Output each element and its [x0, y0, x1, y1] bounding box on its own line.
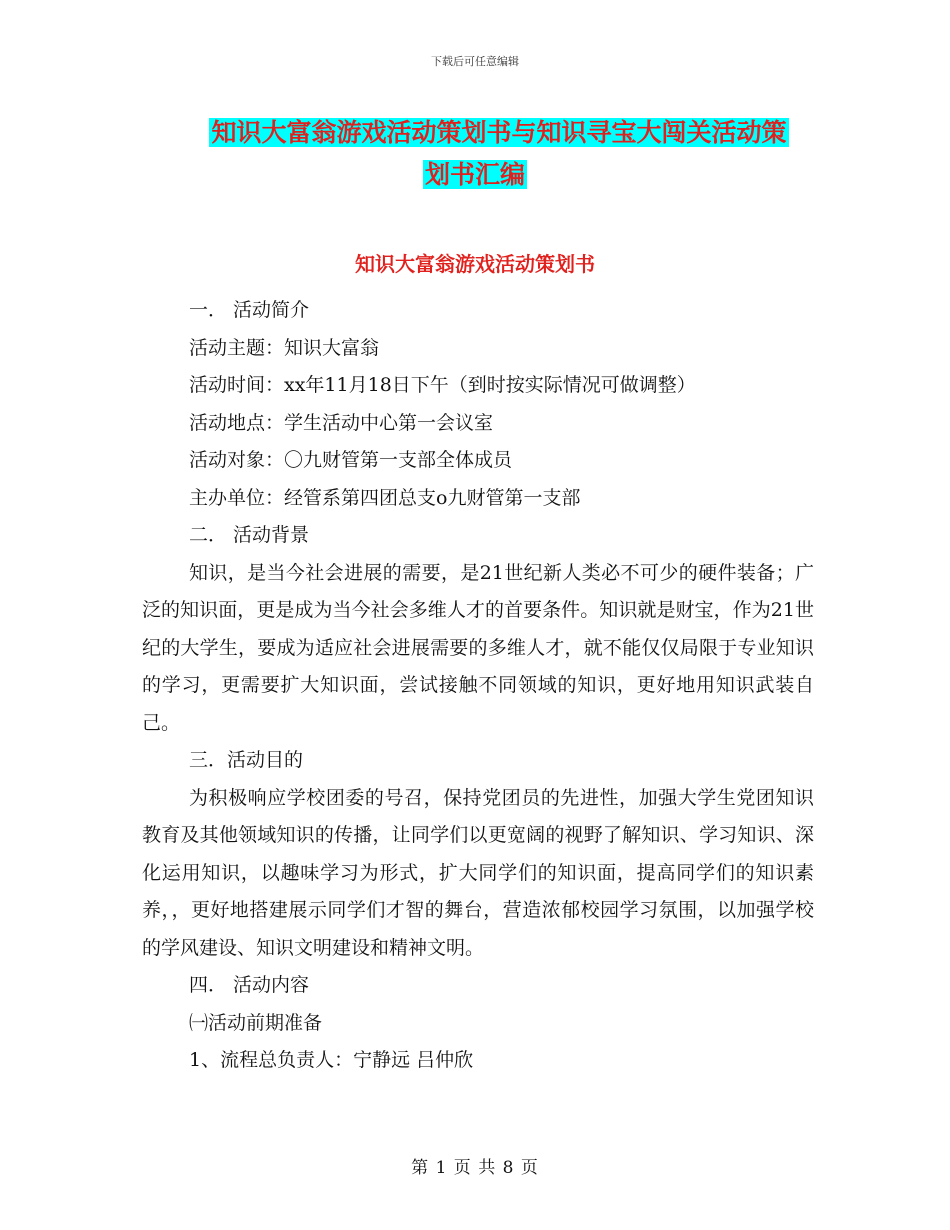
paragraph: 主办单位：经管系第四团总支o九财管第一支部: [189, 486, 581, 509]
paragraph: 1、流程总负责人：宁静远 吕仲欣: [189, 1049, 474, 1071]
page-footer: 第 1 页 共 8 页: [411, 1158, 539, 1178]
paragraph: 一． 活动简介: [189, 299, 310, 321]
paragraph: 二． 活动背景: [189, 524, 310, 546]
paragraph: 为积极响应学校团委的号召，保持党团员的先进性，加强大学生党团知识教育及其他领域知识的传播，让同学们以更宽阔的视野了解知识、学习知识、深化运用知识，以趣味学习为形式，扩大同学们的知识面，提高同学们的知识素养，，更好地搭建展示同学们才智的舞台，营造浓郁校园学习氛围，以加强学校的学风建设、知识文明建设和精神文明。: [142, 786, 814, 959]
paragraph: ㈠活动前期准备: [189, 1011, 323, 1034]
paragraph: 活动主题：知识大富翁: [189, 336, 380, 359]
document-title-line-2: 划书汇编: [424, 160, 525, 189]
paragraph: 知识，是当今社会进展的需要，是21世纪新人类必不可少的硬件装备；广泛的知识面，更是成为当今社会多维人才的首要条件。知识就是财宝，作为21世纪的大学生，要成为适应社会进展需要的多维人才，就不能仅仅局限于专业知识的学习，更需要扩大知识面，尝试接触不同领域的知识，更好地用知识武装自己。: [142, 561, 814, 734]
header-note: 下载后可任意编辑: [431, 55, 519, 68]
document-title-line-1: 知识大富翁游戏活动策划书与知识寻宝大闯关活动策: [211, 118, 787, 147]
section-title: 知识大富翁游戏活动策划书: [355, 252, 595, 276]
paragraph: 活动地点：学生活动中心第一会议室: [189, 411, 494, 434]
document-title: [0, 112, 950, 196]
paragraph: 活动对象：〇九财管第一支部全体成员: [189, 449, 513, 471]
paragraph: 四． 活动内容: [189, 974, 310, 996]
paragraph: 活动时间：xx年11月18日下午（到时按实际情况可做调整）: [189, 374, 696, 396]
body-text: [142, 292, 814, 1080]
paragraph: 三．活动目的: [189, 749, 304, 771]
